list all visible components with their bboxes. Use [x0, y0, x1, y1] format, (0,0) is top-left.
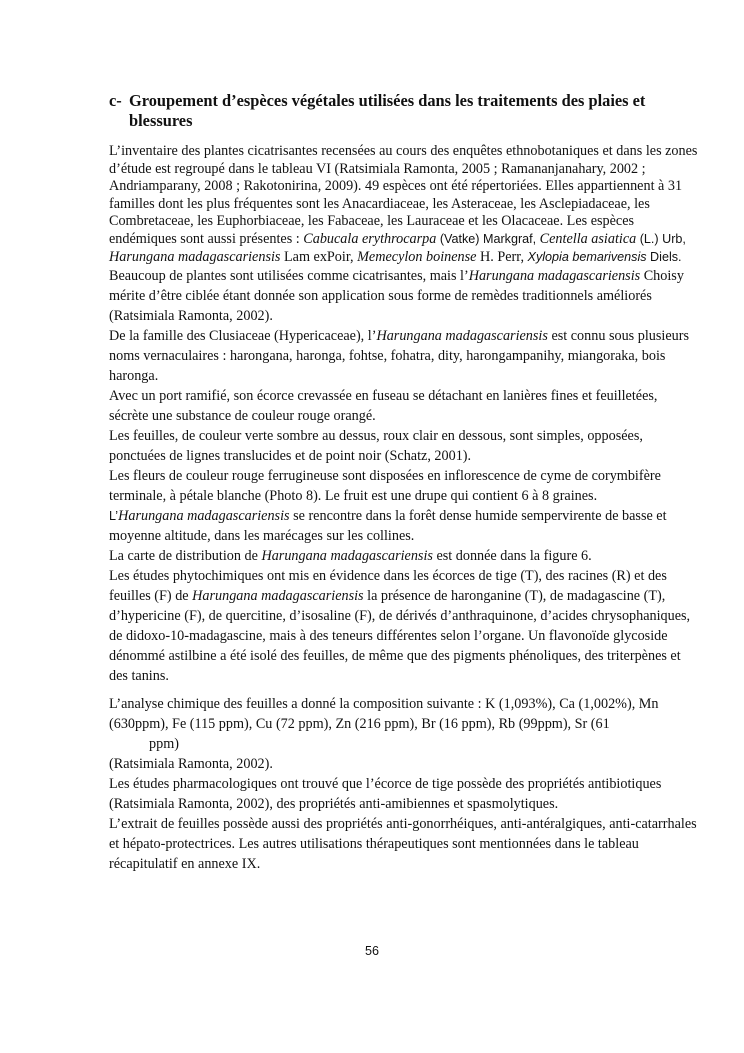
section-title: Groupement d’espèces végétales utilisées dans les traitements des plaies et blessures — [129, 91, 646, 130]
text-run: De la famille des Clusiaceae (Hypericaceae), l’ — [109, 328, 377, 345]
paragraph-family — [109, 326, 699, 386]
text-run: ppm) — [149, 736, 179, 753]
species-name: Harungana madagascariensis — [261, 548, 433, 565]
text-run: Choisy mérite d’être ciblée étant donnée son application sous forme de remèdes traditionnels améliorés (Ratsimiala Ramonta, 2002). — [109, 268, 684, 325]
author-citation: (Vatke) Markgraf, — [436, 231, 540, 246]
species-name: Xylopia bemarivensis — [527, 249, 647, 264]
author-citation: (L.) Urb, — [636, 231, 686, 246]
paragraph-inventory — [109, 143, 699, 266]
paragraph-chemical-analysis — [109, 694, 699, 754]
paragraph-flowers: Les fleurs de couleur rouge ferrugineuse sont disposées en inflorescence de cyme de corymbifère terminale, à pétale blanche (Photo 8). Le fruit est une drupe qui contient 6 à 8 graines. — [109, 468, 661, 505]
paragraph-citation: (Ratsimiala Ramonta, 2002). — [109, 756, 273, 773]
species-name: Memecylon boinense — [357, 248, 477, 265]
paragraph-leaves: Les feuilles, de couleur verte sombre au dessus, roux clair en dessous, sont simples, opposées, ponctuées de lignes translucides et de point noir (Schatz, 2001). — [109, 428, 643, 465]
species-name: Harungana madagascariensis — [468, 268, 641, 285]
section-heading — [109, 91, 689, 131]
paragraph-pharmacology: Les études pharmacologiques ont trouvé que l’écorce de tige possède des propriétés antibiotiques (Ratsimiala Ramonta, 2002), des propriétés anti-amibiennes et spasmolytiques. — [109, 776, 662, 813]
paragraph-distribution — [109, 546, 699, 566]
paragraph-bark: Avec un port ramifié, son écorce crevassée en fuseau se détachant en lanières fines et feuilletées, sécrète une substance de couleur rouge orangé. — [109, 388, 658, 425]
body-text — [109, 143, 699, 874]
paragraph-extract: L’extrait de feuilles possède aussi des propriétés anti-gonorrhéiques, anti-antéralgiques, anti-catarrhales et hépato-protectrices. Les autres utilisations thérapeutiques sont mentionnées dans le tableau récapitulatif en annexe IX. — [109, 816, 697, 873]
text-run: La carte de distribution de — [109, 548, 262, 565]
text-run: la présence de haronganine (T), de madagascine (T), d’hypericine (F), de quercitine, d’isosaline (F), de dérivés d’anthraquinone, d’acides chrysophaniques, de didoxo-10-madagascine, mais à des teneurs différentes selon l’organe. Un flavonoïde glycoside dénommé astilbine a été isolé des feuilles, de même que des pigments phénoliques, des triterpènes et des tanins. — [109, 588, 691, 685]
species-name: Harungana madagascariensis — [192, 588, 364, 605]
paragraph-habitat — [109, 506, 699, 546]
species-name: Harungana madagascariensis — [376, 328, 548, 345]
section-label: c- — [109, 91, 122, 110]
paragraph-choice — [109, 266, 699, 326]
text-run: Beaucoup de plantes sont utilisées comme cicatrisantes, mais l’ — [109, 268, 469, 285]
text-run: H. Perr, — [476, 248, 528, 265]
text-run: L’analyse chimique des feuilles a donné la composition suivante : K (1,093%), Ca (1,002%), Mn (630ppm), Fe (115 ppm), Cu (72 ppm), Zn (216 ppm), Br (16 ppm), Rb (99ppm), Sr (61 — [109, 696, 659, 733]
text-run: L’ — [109, 509, 119, 524]
paragraph-phytochemistry — [109, 566, 699, 686]
species-name: Harungana madagascariensis — [118, 508, 290, 525]
species-name: Centella asiatica — [539, 230, 637, 247]
text-run: est donnée dans la figure 6. — [432, 548, 592, 565]
text-run: est connu sous plusieurs noms vernaculaires : harongana, haronga, fohtse, fohatra, dity, harongampanihy, miangoraka, bois haronga. — [109, 328, 689, 385]
author-citation: Diels. — [646, 249, 682, 264]
species-name: Harungana madagascariensis — [109, 248, 281, 265]
text-run: se rencontre dans la forêt dense humide sempervirente de basse et moyenne altitude, dans les marécages sur les collines. — [109, 508, 667, 545]
text-run: L’inventaire des plantes cicatrisantes recensées au cours des enquêtes ethnobotaniques et dans les zones d’étude est regroupé dans le tableau VI (Ratsimiala Ramonta, 2005 ; Ramananjanahary, 2002 ; Andriamparany, 2008 ; Rakotonirina, 2009). 49 espèces ont été répertoriées. Elles appartiennent à 31 familles dont les plus fréquentes sont les Anacardiaceae, les Asteraceae, les Asclepiadaceae, les Combretaceae, les Euphorbiaceae, les Fabaceae, les Lauraceae et les Olacaceae. Les espèces endémiques sont aussi présentes : — [109, 143, 698, 247]
species-name: Cabucala erythrocarpa — [303, 230, 437, 247]
page-number: 56 — [364, 944, 379, 958]
text-run: Les études phytochimiques ont mis en évidence dans les écorces de tige (T), des racines (R) et des feuilles (F) de — [109, 568, 667, 605]
text-run: Lam exPoir, — [280, 248, 358, 265]
